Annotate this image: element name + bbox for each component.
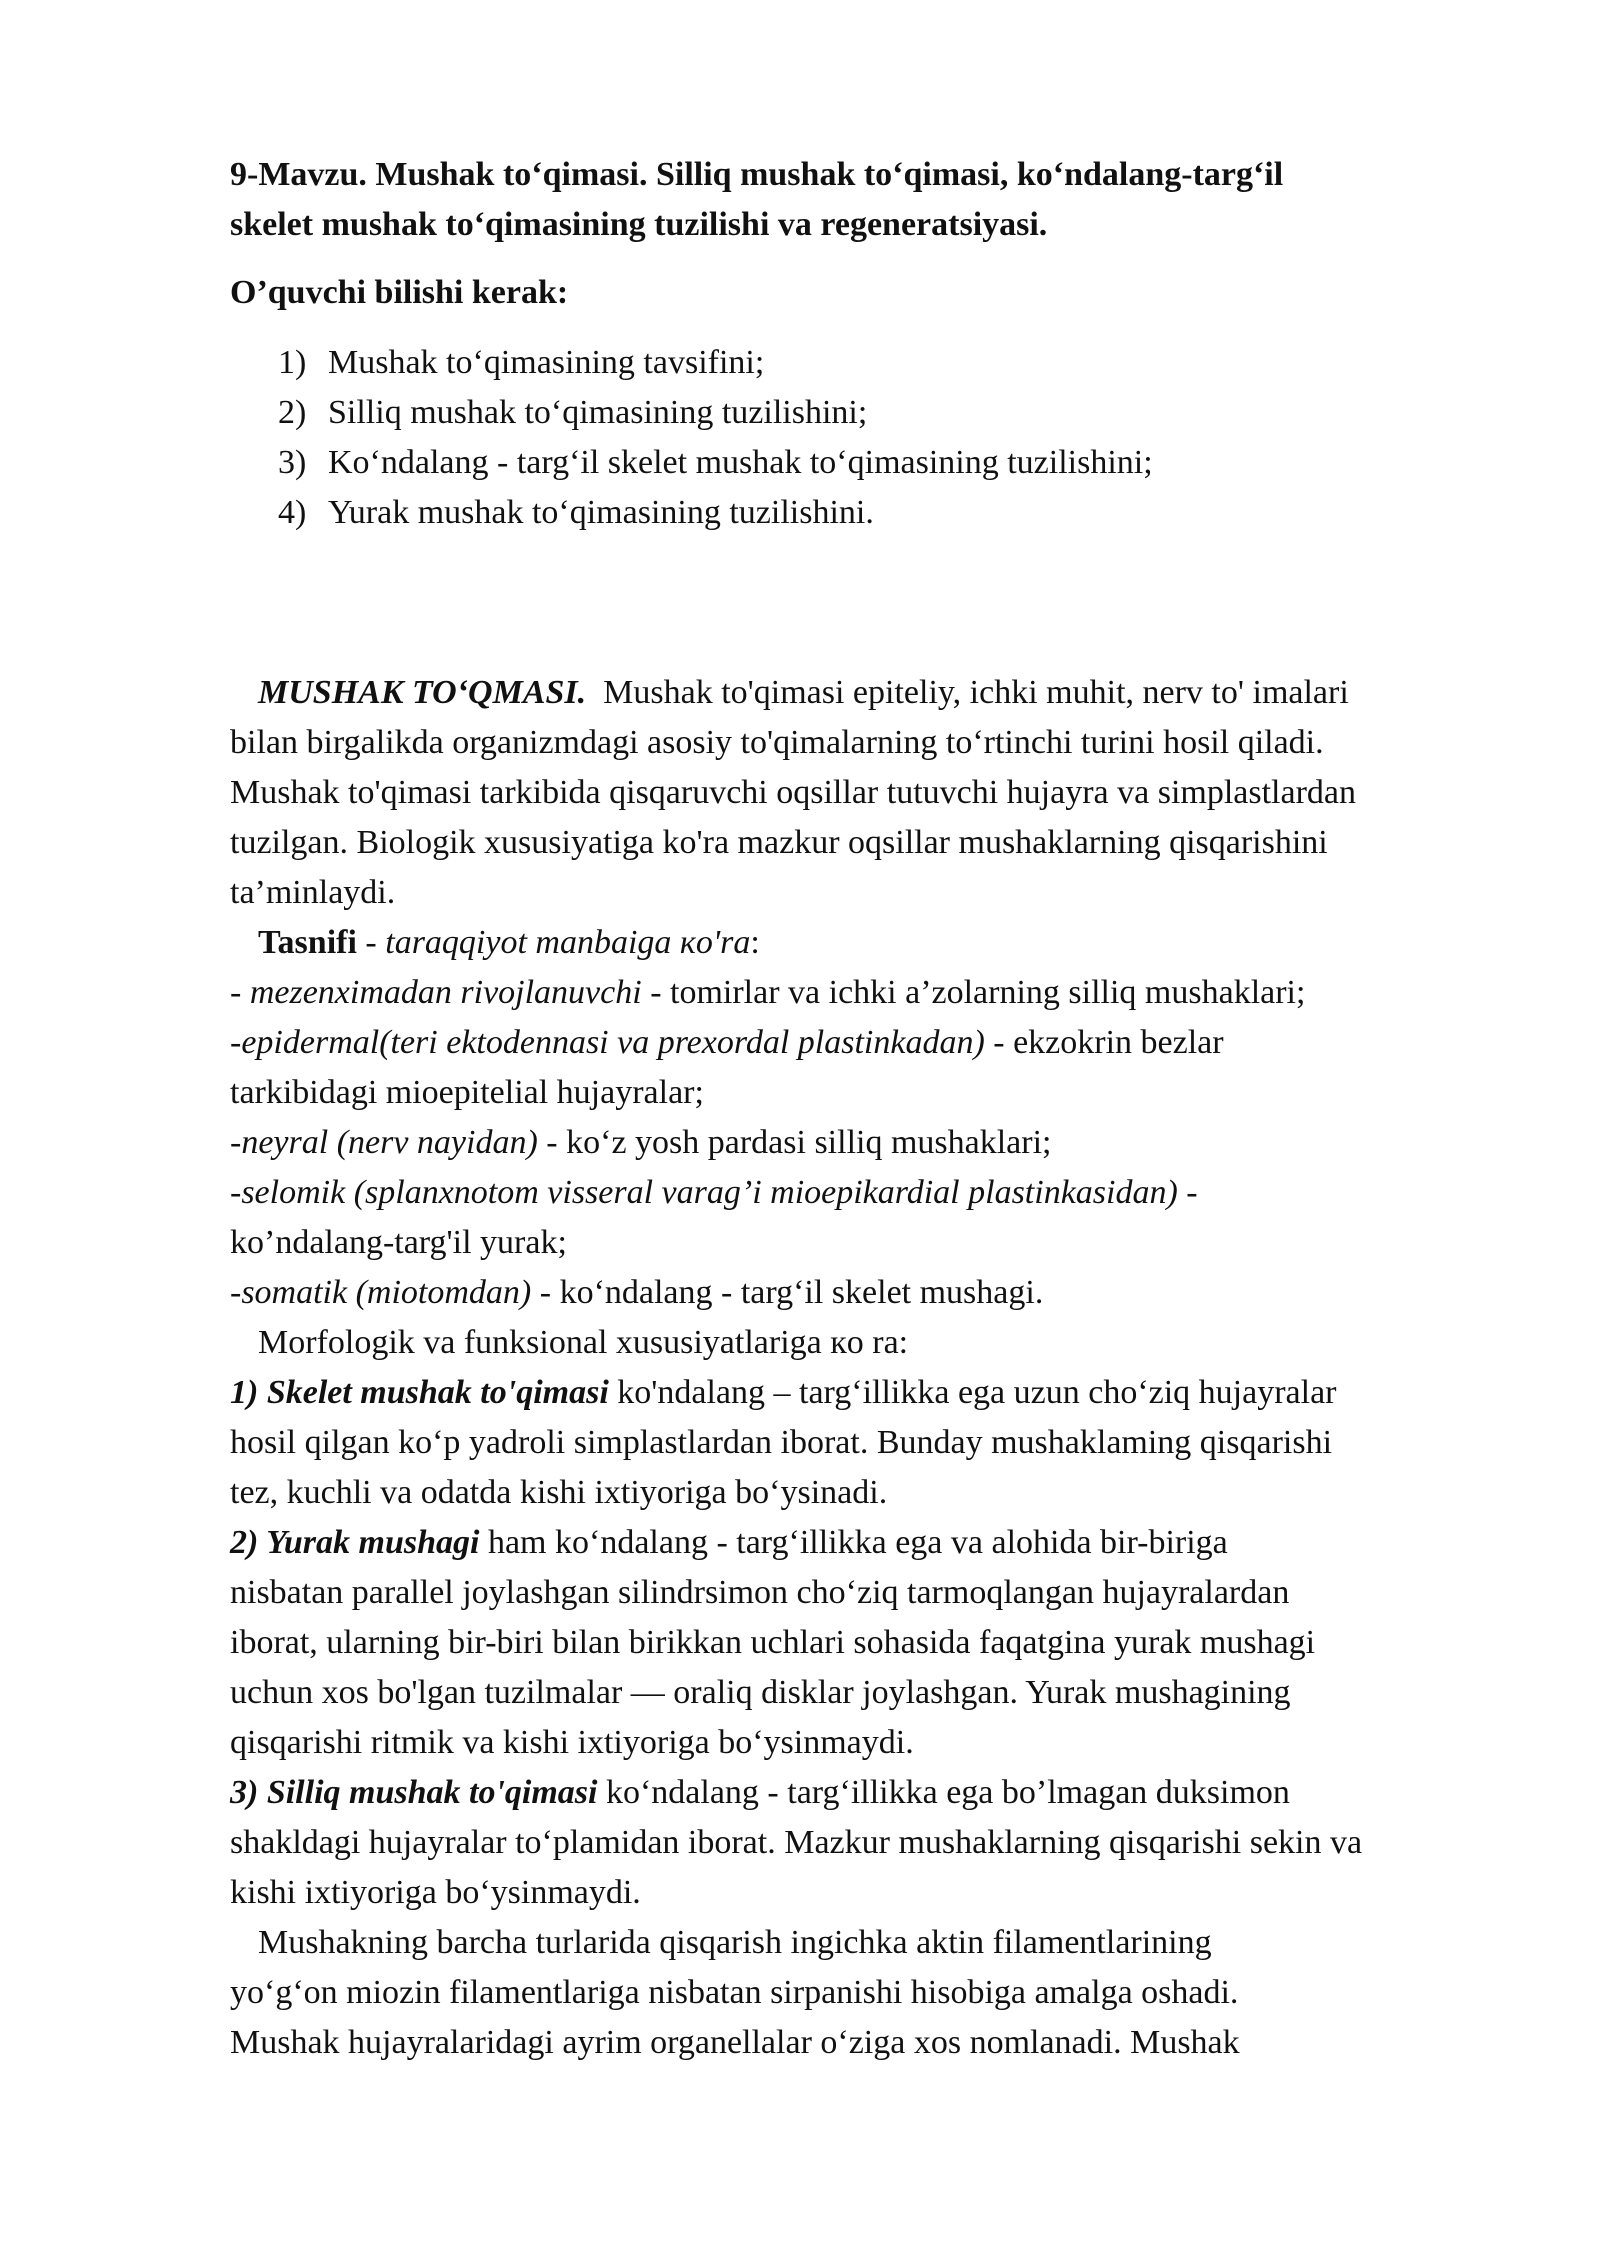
classification-item [230, 1018, 1510, 1068]
text-fragment: - [230, 1124, 242, 1161]
text-line: bilan birgalikda organizmdagi asosiy to'qimalarning to‘rtinchi turini hosil qiladi. [230, 724, 1324, 761]
type-line [230, 1768, 1510, 1818]
text-fragment: - tomirlar va ichki a’zolarning silliq mushaklari; [641, 974, 1306, 1011]
text-line: ta’minlaydi. [230, 874, 396, 911]
type-heading: 3) Silliq mushak to'qimasi [230, 1774, 598, 1811]
list-item [230, 338, 1510, 388]
list-text: Ko‘ndalang - targ‘il skelet mushak to‘qimasining tuzilishini; [328, 444, 1153, 481]
list-number: 1) [278, 344, 307, 381]
classification-item [230, 968, 1510, 1018]
page-title [230, 150, 1510, 250]
list-item [230, 438, 1510, 488]
list-item [230, 488, 1510, 538]
text-fragment: - [230, 974, 250, 1011]
classification-item [230, 1168, 1510, 1218]
list-text: Mushak to‘qimasining tavsifini; [328, 344, 765, 381]
text-line: shakldagi hujayralar to‘plamidan iborat. Mazkur mushaklarning qisqarishi sekin va [230, 1824, 1363, 1861]
section-heading: MUSHAK TO‘QMASI. [258, 674, 587, 711]
text-line: Mushak to'qimasi tarkibida qisqaruvchi oqsillar tutuvchi hujayra va simplastlardan [230, 774, 1357, 811]
text-line: uchun xos bo'lgan tuzilmalar — oraliq disklar joylashgan. Yurak mushagining [230, 1674, 1291, 1711]
classification-item [230, 1268, 1510, 1318]
classification-label: Tasnifi [258, 924, 357, 961]
learning-goals-heading: O’quvchi bilishi kerak: [230, 274, 569, 311]
type-line [230, 1518, 1510, 1568]
text-line: Mushak to'qimasi epiteliy, ichki muhit, nerv to' imalari [603, 674, 1349, 711]
text-fragment: - [1177, 1174, 1198, 1211]
type-heading: 1) Skelet mushak to'qimasi [230, 1374, 609, 1411]
list-item [230, 388, 1510, 438]
list-number: 2) [278, 394, 307, 431]
classification-term: somatik (miotomdan) [241, 1274, 532, 1311]
text-line: Mushak hujayralaridagi ayrim organellalar o‘ziga xos nomlanadi. Mushak [230, 2024, 1240, 2061]
text-line: tuzilgan. Biologik xususiyatiga ko'ra mazkur oqsillar mushaklarning qisqarishini [230, 824, 1328, 861]
classification-term: mezenximadan rivojlanuvchi [249, 974, 642, 1011]
text-fragment: ko‘ndalang - targ‘illikka ega bo’lmagan duksimon [597, 1774, 1290, 1811]
text-line: yo‘g‘on miozin filamentlariga nisbatan sirpanishi hisobiga amalga oshadi. [230, 1974, 1239, 2011]
classification-term: selomik (splanxnotom visseral varag’i mioepikardial plastinkasidan) [241, 1174, 1178, 1211]
title-line-1: 9-Mavzu. Mushak to‘qimasi. Silliq mushak to‘qimasi, ko‘ndalang-targ‘il [230, 156, 1284, 193]
text-line: qisqarishi ritmik va kishi ixtiyoriga bo‘ysinmaydi. [230, 1724, 914, 1761]
classification-heading [230, 918, 1510, 968]
text-line: kishi ixtiyoriga bo‘ysinmaydi. [230, 1874, 641, 1911]
text-fragment: - [230, 1024, 242, 1061]
list-text: Silliq mushak to‘qimasining tuzilishini; [328, 394, 868, 431]
list-text: Yurak mushak to‘qimasining tuzilishini. [328, 494, 874, 531]
classification-criterion: taraqqiyot manbaiga кo'ra [385, 924, 751, 961]
text-fragment: : [750, 924, 760, 961]
text-fragment: ko'ndalang – targ‘illikka ega uzun cho‘ziq hujayralar [608, 1374, 1337, 1411]
list-number: 4) [278, 494, 307, 531]
text-fragment: - ko‘ndalang - targ‘il skelet mushagi. [531, 1274, 1044, 1311]
learning-goals-list [230, 338, 1510, 538]
classification-term: epidermal(teri ektodennasi va prexordal plastinkadan) [241, 1024, 985, 1061]
title-line-2: skelet mushak to‘qimasining tuzilishi va regeneratsiyasi. [230, 206, 1048, 243]
classification-item [230, 1118, 1510, 1168]
text-fragment: ham ko‘ndalang - targ‘illikka ega va alohida bir-biriga [479, 1524, 1228, 1561]
morphology-heading: Morfologik va funksional xususiyatlariga кo ra: [258, 1324, 909, 1361]
text-fragment: - ekzokrin bezlar [984, 1024, 1224, 1061]
text-line: hosil qilgan ko‘p yadroli simplastlardan iborat. Bunday mushaklaming qisqarishi [230, 1424, 1333, 1461]
text-line: Mushakning barcha turlarida qisqarish ingichka aktin filamentlarining [258, 1924, 1212, 1961]
text-fragment: - ko‘z yosh pardasi silliq mushaklari; [537, 1124, 1052, 1161]
text-line: iborat, ularning bir-biri bilan birikkan uchlari sohasida faqatgina yurak mushagi [230, 1624, 1316, 1661]
text-fragment: - [356, 924, 386, 961]
intro-line [230, 668, 1510, 718]
text-line: tarkibidagi mioepitelial hujayralar; [230, 1074, 704, 1111]
text-line: ko’ndalang-targ'il yurak; [230, 1224, 567, 1261]
document-page [230, 150, 1510, 2068]
list-number: 3) [278, 444, 307, 481]
text-fragment: - [230, 1274, 242, 1311]
text-line: nisbatan parallel joylashgan silindrsimon cho‘ziq tarmoqlangan hujayralardan [230, 1574, 1290, 1611]
classification-term: neyral (nerv nayidan) [241, 1124, 538, 1161]
type-heading: 2) Yurak mushagi [230, 1524, 480, 1561]
body-text [230, 668, 1510, 2068]
text-fragment: - [230, 1174, 242, 1211]
type-line [230, 1368, 1510, 1418]
text-line: tez, kuchli va odatda kishi ixtiyoriga bo‘ysinadi. [230, 1474, 888, 1511]
